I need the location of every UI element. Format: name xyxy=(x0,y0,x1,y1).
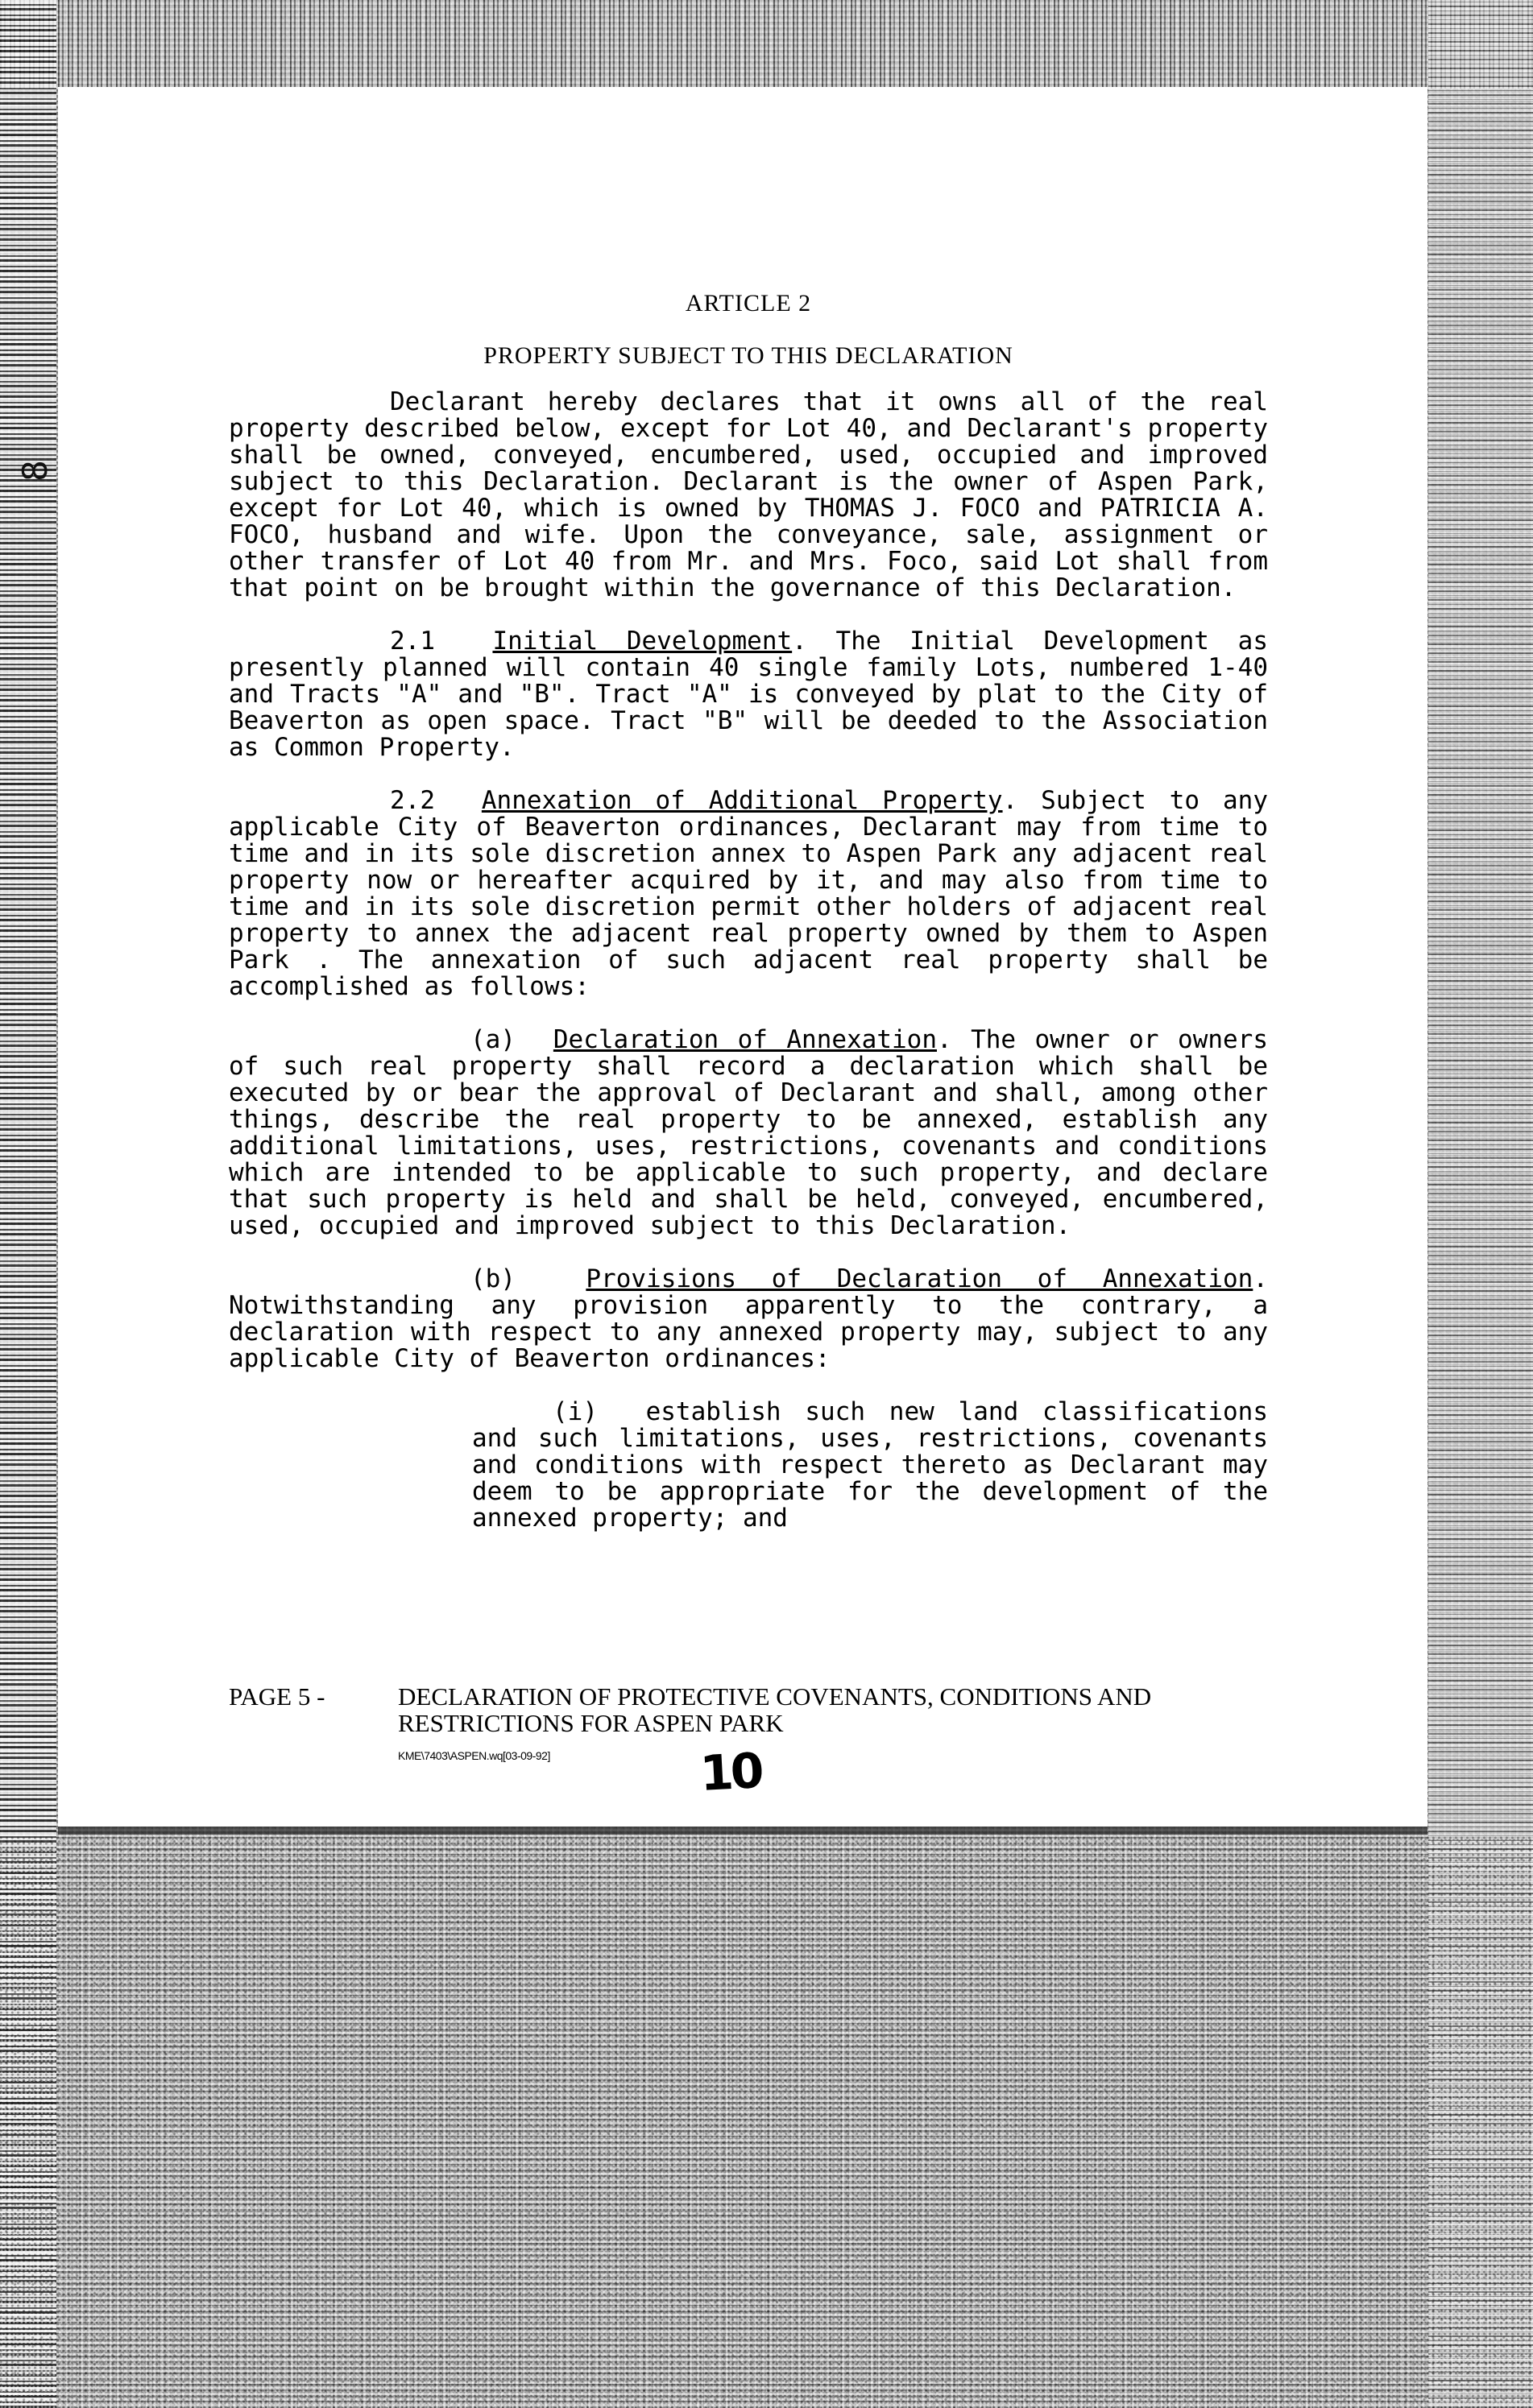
footer-page-number: PAGE 5 - xyxy=(229,1682,325,1711)
section-number: 2.2 xyxy=(390,786,435,815)
section-body: . Subject to any applicable City of Beaverton ordinances, Declarant may from time to time and in its sole discretion annex to Aspen Park any adjacent real property now or hereafter acquired by it, and may also from time to time and in its sole discretion permit other holders of adjacent real property to annex the adjacent real property owned by them to Aspen Park . The annexation of such adjacent real property shall be accomplished as follows: xyxy=(229,786,1268,1001)
section-2-2 xyxy=(229,788,1268,1000)
section-body: . The Initial Development as presently planned will contain 40 single family Lots, numbered 1-40 and Tracts "A" and "B". Tract "A" is conveyed by plat to the City of Beaverton as open space. Tract "B" will be deeded to the Association as Common Property. xyxy=(229,627,1269,762)
page-bottom-edge xyxy=(58,1827,1427,1835)
subsection-label: (a) xyxy=(470,1025,516,1054)
item-body: establish such new land classifications and such limitations, uses, restrictions, covenants and conditions with respect thereto as Declarant may deem to be appropriate for the development of the annexed property; and xyxy=(472,1397,1268,1533)
scan-top-edge xyxy=(0,0,1533,89)
subsection-body: . Notwithstanding any provision apparently to the contrary, a declaration with respect to any annexed property may, subject to any applicable City of Beaverton ordinances: xyxy=(229,1264,1268,1373)
section-number: 2.1 xyxy=(390,627,435,656)
intro-paragraph: Declarant hereby declares that it owns all of the real property described below, except for Lot 40, and Declarant's property shall be owned, conveyed, encumbered, used, occupied and improved subject to this Declaration. Declarant is the owner of Aspen Park, except for Lot 40, which is owned by THOMAS J. FOCO and PATRICIA A. FOCO, husband and wife. Upon the conveyance, sale, assignment or other transfer of Lot 40 from Mr. and Mrs. Foco, said Lot shall from that point on be brought within the governance of this Declaration. xyxy=(229,387,1268,602)
subsection-title: Provisions of Declaration of Annexation xyxy=(586,1264,1253,1293)
subsection-title: Declaration of Annexation xyxy=(553,1025,937,1054)
section-2-1 xyxy=(229,628,1268,761)
article-heading: ARTICLE 2 xyxy=(685,290,812,317)
section-title: Initial Development xyxy=(492,627,793,656)
page-body xyxy=(229,290,1268,1558)
margin-mark: 8 xyxy=(15,460,55,482)
section-title: Annexation of Additional Property xyxy=(481,786,1003,815)
subsection-label: (b) xyxy=(470,1264,516,1293)
item-label: (i) xyxy=(553,1397,598,1426)
scan-bottom-speckle xyxy=(0,1836,1533,2408)
subsection-body: . The owner or owners of such real property shall record a declaration which shall be executed by or bear the approval of Declarant and shall, among other things, describe the real property to be annexed, establish any additional limitations, uses, restrictions, covenants and conditions which are intended to be applicable to such property, and declare that such property is held and shall be held, conveyed, encumbered, used, occupied and improved subject to this Declaration. xyxy=(229,1025,1269,1240)
subsection-b xyxy=(229,1266,1268,1372)
footer-title: DECLARATION OF PROTECTIVE COVENANTS, CONDITIONS AND RESTRICTIONS FOR ASPEN PARK xyxy=(398,1682,1152,1737)
item-i xyxy=(472,1399,1268,1532)
handwritten-page-number: 10 xyxy=(698,1743,763,1802)
document-page xyxy=(58,87,1427,1827)
article-subheading: PROPERTY SUBJECT TO THIS DECLARATION xyxy=(483,342,1013,369)
footer-file-code: KME\7403\ASPEN.wq[03-09-92] xyxy=(398,1749,550,1762)
subsection-a xyxy=(229,1027,1268,1239)
